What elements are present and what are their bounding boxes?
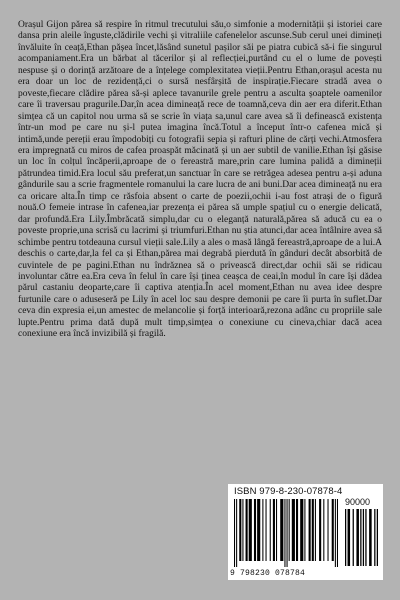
barcode-bar: [242, 499, 243, 561]
isbn-number: ISBN 979-8-230-07878-4: [234, 486, 343, 497]
barcode-bar: [234, 499, 235, 567]
price-code: 90000: [345, 497, 371, 507]
barcode-bar: [287, 499, 288, 567]
barcode-bar: [266, 499, 267, 561]
barcode-bar: [377, 509, 378, 566]
barcode-bar: [262, 499, 263, 561]
barcode-bar: [289, 499, 290, 561]
barcode-bar: [348, 509, 351, 566]
barcode-bar: [353, 509, 354, 566]
barcode-bar: [335, 499, 336, 567]
barcode-bar: [363, 509, 364, 566]
ean-barcode-bars: [234, 499, 340, 569]
barcode-bar: [360, 509, 361, 566]
barcode-bar: [246, 499, 248, 561]
barcode-label: [228, 484, 383, 580]
barcode-bar: [304, 499, 305, 561]
barcode-bar: [337, 499, 338, 567]
barcode-bar: [374, 509, 375, 566]
barcode-bar: [356, 509, 359, 566]
barcode-bar: [257, 499, 260, 561]
barcode-bar: [249, 499, 252, 561]
barcode-bar: [280, 499, 283, 561]
barcode-bar: [239, 499, 241, 561]
barcode-bar: [300, 499, 303, 561]
barcode-bar: [296, 499, 298, 561]
barcode-bar: [309, 499, 311, 561]
barcode-bar: [365, 509, 366, 566]
barcode-bar: [323, 499, 324, 561]
barcode-bar: [276, 499, 277, 561]
price-addon-barcode-bars: [345, 509, 379, 569]
barcode-bar: [254, 499, 256, 561]
barcode-bar: [315, 499, 316, 561]
barcode-bar: [319, 499, 321, 561]
barcode-bar: [332, 499, 334, 561]
barcode-bar: [327, 499, 328, 561]
barcode-bar: [270, 499, 271, 561]
barcode-bar: [345, 509, 346, 566]
barcode-bar: [369, 509, 372, 566]
ean-digits: 9 798230 078784: [230, 569, 306, 578]
barcode-bar: [284, 499, 285, 567]
barcode-bar: [312, 499, 314, 561]
back-cover-blurb: Orașul Gijon părea să respire în ritmul trecutului său,o simfonie a modernității și istoriei care dansa prin aleile înguste,clădirile vechi și vitraliile cafenelelor ascunse.Sub cerul unei dimineți învăluite în ceață,Ethan pășea încet,lăsând sunetul pașilor săi pe piatra cubică să-i fie singurul acompaniament.Era un bărbat al tăcerilor și al reflecției,purtând cu el o lume de povești nespuse și o dorință arzătoare de a înțelege complexitatea vieții.Pentru Ethan,orașul acesta nu era doar un loc de rezidență,ci o sursă nesfârșită de inspirație.Fiecare stradă avea o poveste,fiecare clădire părea să-și aplece tavanurile grele pentru a asculta șoaptele oamenilor care îi traversau pragurile.Dar,în acea dimineață rece de toamnă,ceva din aer era diferit.Ethan simțea că un capitol nou urma să se scrie în viața sa,unul care avea să îi definească existența într-un mod pe care nu și-l putea imagina încă.Totul a început într-o cafenea mică și intimă,unde pereții erau împodobiți cu fotografii sepia și rafturi pline de cărți vechi.Atmosfera era impregnată cu miros de cafea proaspăt măcinată și un aer subtil de vanilie.Ethan își găsise un loc în colțul încăperii,aproape de o fereastră mare,prin care lumina palidă a dimineții pătrundea timid.Era locul său preferat,un sanctuar în care se retrăgea adesea pentru a-și aduna gândurile sau a scrie fragmentele romanului la care lucra de ani buni.Dar acea dimineață nu era ca oricare alta.În timp ce răsfoia absent o carte de poezii,ochii i-au fost atrași de o figură nouă.O femeie intrase în cafenea,iar prezența ei părea să umple spațiul cu o energie delicată, dar profundă.Era Lily.Îmbrăcată simplu,dar cu o eleganță naturală,părea să aducă cu ea o poveste proprie,una scrisă cu lacrimi și triumfuri.Ethan nu știa atunci,dar acea întâlnire avea să schimbe pentru totdeauna cursul vieții sale.Lily a ales o masă lângă fereastră,aproape de a lui.A deschis o carte,dar,la fel ca și Ethan,părea mai degrabă pierdută în gânduri decât absorbită de cuvintele de pe pagini.Ethan nu îndrăznea să o privească direct,dar ochii săi se ridicau involuntar către ea.Era ceva în felul în care își ținea ceașca de ceai,în modul în care își dădea părul castaniu deoparte,care îi captiva atenția.În acel moment,Ethan nu avea idee despre furtunile care o aduseseră pe Lily în acel loc sau despre demonii pe care îi purta în suflet.Dar ceva din expresia ei,un amestec de melancolie și forță interioară,rezona adânc cu propriile sale lupte.Pentru prima dată după mult timp,simțea o conexiune cu cineva,chiar dacă acea conexiune era încă invizibilă și fragilă.: [18, 20, 382, 340]
barcode-bar: [292, 499, 295, 561]
barcode-bar: [273, 499, 275, 561]
barcode-bar: [236, 499, 237, 567]
